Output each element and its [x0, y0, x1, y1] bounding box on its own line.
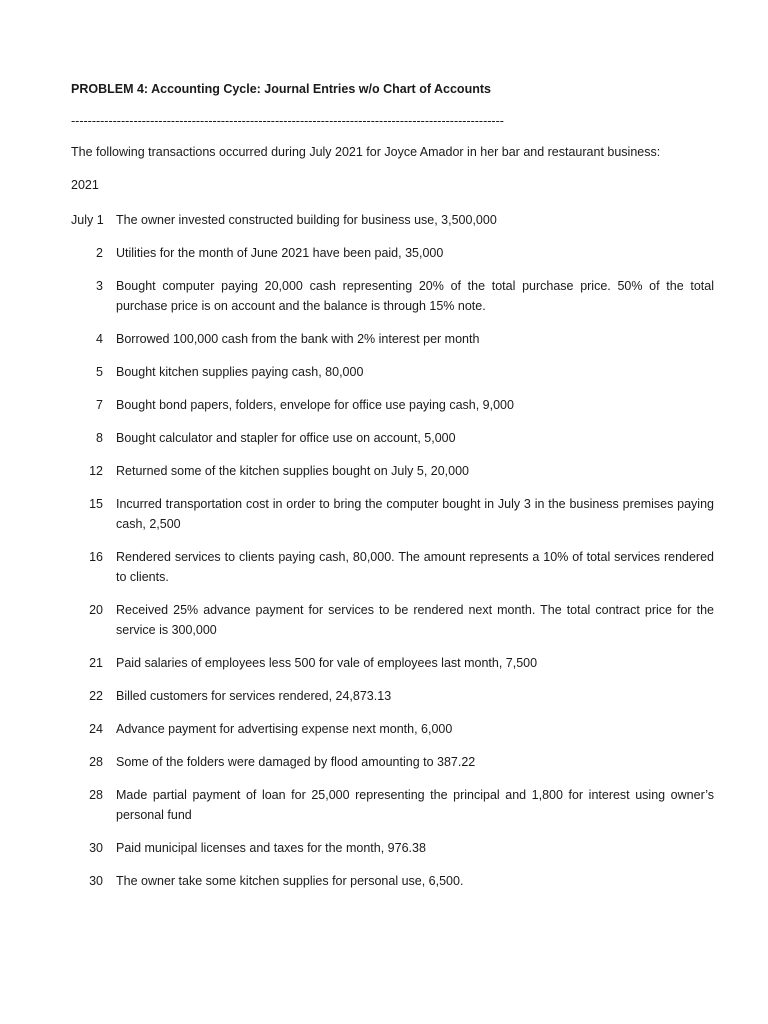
transaction-row — [71, 871, 714, 891]
transaction-date: 16 — [89, 550, 103, 564]
transaction-date: 20 — [89, 603, 103, 617]
transaction-row — [71, 276, 714, 316]
page-title: PROBLEM 4: Accounting Cycle: Journal Entries w/o Chart of Accounts — [71, 82, 491, 96]
transaction-row — [71, 461, 714, 481]
transaction-text: Paid municipal licenses and taxes for the month, 976.38 — [116, 841, 426, 855]
transaction-date: 28 — [89, 788, 103, 802]
transaction-date: 30 — [89, 841, 103, 855]
transaction-text: Borrowed 100,000 cash from the bank with 2% interest per month — [116, 332, 480, 346]
transaction-row — [71, 752, 714, 772]
transaction-date: 12 — [89, 464, 103, 478]
transaction-text: The owner take some kitchen supplies for personal use, 6,500. — [116, 874, 464, 888]
transaction-text: Some of the folders were damaged by flood amounting to 387.22 — [116, 755, 476, 769]
transaction-text: Bought calculator and stapler for office use on account, 5,000 — [116, 431, 456, 445]
transaction-date: 30 — [89, 874, 103, 888]
transaction-list — [71, 210, 714, 891]
transaction-date: 22 — [89, 689, 103, 703]
year-label: 2021 — [71, 178, 99, 192]
transaction-date: 15 — [89, 497, 103, 511]
transaction-text: Returned some of the kitchen supplies bought on July 5, 20,000 — [116, 464, 470, 478]
transaction-text: Billed customers for services rendered, 24,873.13 — [116, 689, 392, 703]
transaction-text: The owner invested constructed building for business use, 3,500,000 — [116, 213, 497, 227]
transaction-row — [71, 494, 714, 534]
transaction-date: 5 — [96, 365, 103, 379]
transaction-row — [71, 395, 714, 415]
transaction-text: Advance payment for advertising expense next month, 6,000 — [116, 722, 453, 736]
transaction-row — [71, 362, 714, 382]
transaction-date: 28 — [89, 755, 103, 769]
transaction-text: Bought bond papers, folders, envelope for office use paying cash, 9,000 — [116, 398, 514, 412]
document-page — [71, 80, 714, 904]
transaction-date: 3 — [96, 279, 103, 293]
transaction-row — [71, 653, 714, 673]
transaction-row — [71, 547, 714, 587]
transaction-text: Incurred transportation cost in order to bring the computer bought in July 3 in the business premises paying cash, 2,500 — [116, 497, 714, 531]
transaction-row — [71, 428, 714, 448]
transaction-date: July 1 — [71, 213, 104, 227]
transaction-text: Bought computer paying 20,000 cash representing 20% of the total purchase price. 50% of the total purchase price is on account and the balance is through 15% note. — [116, 279, 714, 313]
divider-line: -------------------------------------------------------------------------------------------------------- — [71, 114, 504, 128]
transaction-row — [71, 686, 714, 706]
transaction-date: 24 — [89, 722, 103, 736]
transaction-date: 21 — [89, 656, 103, 670]
transaction-text: Bought kitchen supplies paying cash, 80,000 — [116, 365, 364, 379]
transaction-date: 4 — [96, 332, 103, 346]
transaction-row — [71, 838, 714, 858]
transaction-row — [71, 719, 714, 739]
transaction-row — [71, 329, 714, 349]
transaction-row — [71, 785, 714, 825]
transaction-date: 2 — [96, 246, 103, 260]
transaction-row — [71, 243, 714, 263]
transaction-date: 7 — [96, 398, 103, 412]
transaction-text: Received 25% advance payment for services to be rendered next month. The total contract price for the service is 300,000 — [116, 603, 714, 637]
transaction-text: Rendered services to clients paying cash, 80,000. The amount represents a 10% of total services rendered to clients. — [116, 550, 714, 584]
transaction-text: Utilities for the month of June 2021 have been paid, 35,000 — [116, 246, 444, 260]
transaction-row — [71, 600, 714, 640]
transaction-date: 8 — [96, 431, 103, 445]
transaction-row — [71, 210, 714, 230]
transaction-text: Paid salaries of employees less 500 for vale of employees last month, 7,500 — [116, 656, 538, 670]
transaction-text: Made partial payment of loan for 25,000 representing the principal and 1,800 for interest using owner’s personal fund — [116, 788, 714, 822]
intro-paragraph: The following transactions occurred during July 2021 for Joyce Amador in her bar and restaurant business: — [71, 145, 661, 159]
